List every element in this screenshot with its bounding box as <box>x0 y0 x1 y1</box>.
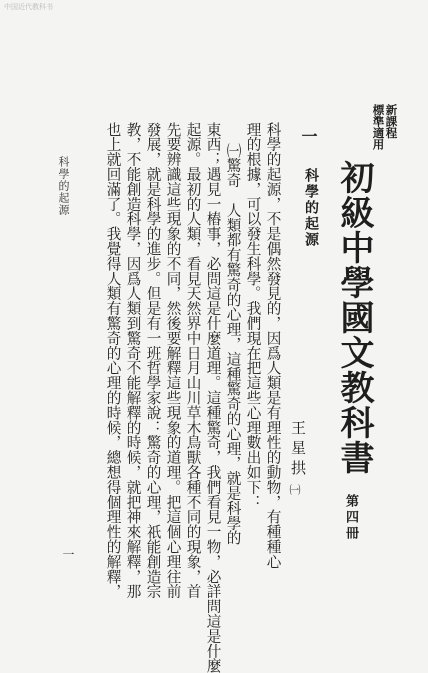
series-line-1: 新課程 <box>384 104 399 139</box>
body-line-9: 也上就回滿了。我覺得人類有驚奇的心理的時候，總想得個理性的解釋， <box>104 122 122 599</box>
body-line-5: 起源。最初的人類，看見天然界中日月山川草木鳥獸各種不同的現象，首 <box>184 122 202 599</box>
volume-label: 第四冊 <box>343 494 358 542</box>
body-line-7: 發展，就是科學的進步。但是有一班哲學家說：驚奇的心理，祇能創造宗 <box>144 122 162 599</box>
body-line-4: 東西；遇見一樁事，必問這是什麼道理。這種驚奇，我們看見一物，必詳問這是什麼 <box>204 122 222 673</box>
author-name: 王星拱 <box>289 420 307 480</box>
body-line-1: 科學的起源，不是偶然發見的，因爲人類是有理性的動物，有種種心 <box>264 122 282 569</box>
body-line-3: ㈠驚奇 人類都有驚奇的心理，這種驚奇的心理，就是科學的 <box>224 143 242 546</box>
body-line-6: 先要辨識這些現象的不同，然後要解釋這些現象的道理。把這個心理往前 <box>164 122 182 599</box>
series-line-2: 標準適用 <box>371 104 386 150</box>
body-line-2: 理的根據，可以發生科學。我們現在把這些心理數出如下： <box>244 122 262 510</box>
author-note-mark: ㈠ <box>288 484 301 495</box>
body-line-8: 教，不能創造科學，因爲人類到驚奇不能解釋的時候，就把神來解釋，那 <box>124 122 142 599</box>
lesson-title: 科學的起源 <box>303 168 319 248</box>
margin-running-title: 科學的起源 <box>57 156 70 216</box>
page-number: 一 <box>61 548 75 560</box>
book-title: 初級中學國文教科書 <box>334 160 374 475</box>
lesson-number: 一 <box>299 128 318 144</box>
watermark: 中国近代教科书 <box>4 3 53 11</box>
